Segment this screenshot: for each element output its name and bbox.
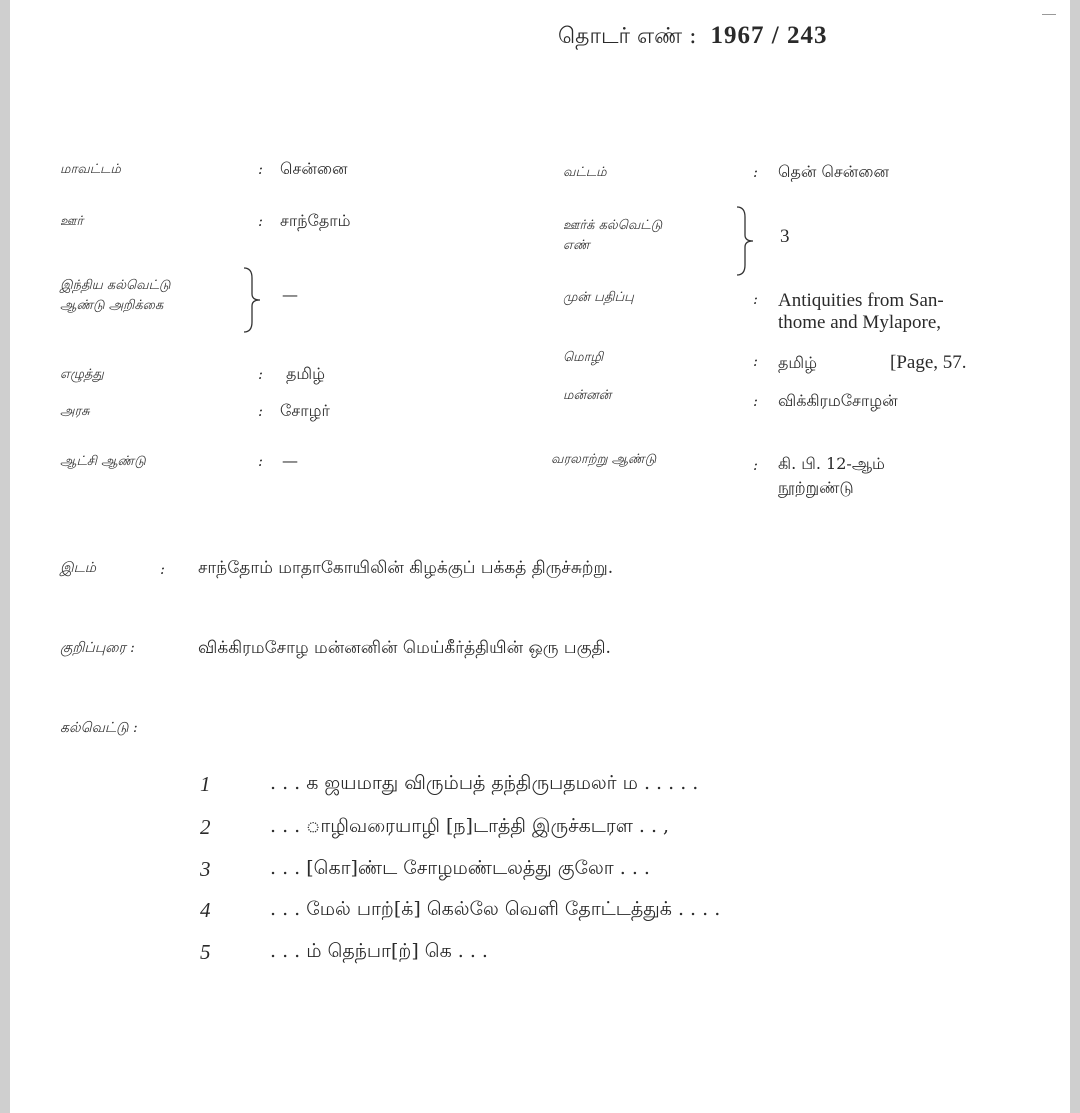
ind-report-value: — bbox=[282, 285, 298, 304]
language-value: தமிழ் bbox=[778, 353, 818, 372]
prev-pub-label: முன் பதிப்பு bbox=[563, 290, 634, 305]
serial-label: தொடர் எண் : bbox=[558, 24, 697, 49]
regnal-year-label: ஆட்சி ஆண்டு bbox=[60, 454, 146, 469]
script-label: எழுத்து bbox=[60, 367, 104, 382]
document-page bbox=[10, 0, 1070, 1113]
line-text: . . . ம் தெந்பா[ற்] கெ . . . bbox=[270, 940, 488, 962]
district-label: மாவட்டம் bbox=[60, 162, 121, 177]
notes-value: விக்கிரமசோழ மன்னனின் மெய்கீர்த்தியின் ஒரு பகுதி. bbox=[198, 638, 611, 658]
regnal-year-colon: : bbox=[258, 452, 264, 470]
page-reference: [Page, 57. bbox=[890, 352, 967, 373]
script-value: தமிழ் bbox=[286, 364, 326, 383]
village-value: சாந்தோம் bbox=[280, 211, 351, 230]
taluk-label: வட்டம் bbox=[563, 165, 607, 180]
notes-label: குறிப்புரை : bbox=[60, 640, 135, 656]
inscription-label: கல்வெட்டு : bbox=[60, 720, 138, 736]
village-inscr-value: 3 bbox=[780, 226, 790, 247]
serial-value: 1967 / 243 bbox=[710, 22, 828, 49]
regnal-year-value: — bbox=[282, 451, 298, 470]
line-number: 4 bbox=[200, 898, 211, 922]
left-brace-icon bbox=[242, 266, 262, 334]
line-number: 1 bbox=[200, 772, 211, 796]
ind-report-label-line2: ஆண்டு அறிக்கை bbox=[60, 298, 164, 313]
historical-year-label: வரலாற்று ஆண்டு bbox=[551, 452, 657, 467]
script-colon: : bbox=[258, 365, 264, 383]
line-number: 3 bbox=[200, 857, 211, 881]
district-value: சென்னை bbox=[280, 159, 348, 178]
language-colon: : bbox=[753, 352, 759, 370]
line-text: . . . மேல் பாற்[க்] கெல்லே வெளி தோட்டத்துக் . . . . bbox=[270, 898, 721, 920]
place-colon: : bbox=[160, 560, 166, 578]
historical-year-value-line1: கி. பி. 12-ஆம் bbox=[778, 454, 885, 473]
inscription-line bbox=[200, 815, 960, 845]
taluk-colon: : bbox=[753, 163, 759, 181]
village-colon: : bbox=[258, 212, 264, 230]
inscription-line bbox=[200, 857, 960, 887]
prev-pub-value-line1: Antiquities from San- bbox=[778, 290, 944, 311]
historical-year-colon: : bbox=[753, 456, 759, 474]
inscription-line bbox=[200, 940, 960, 970]
language-label: மொழி bbox=[563, 350, 604, 365]
dynasty-value: சோழர் bbox=[280, 401, 330, 420]
place-value: சாந்தோம் மாதாகோயிலின் கிழக்குப் பக்கத் திருச்சுற்று. bbox=[198, 558, 614, 578]
king-label: மன்னன் bbox=[563, 388, 612, 403]
king-colon: : bbox=[753, 392, 759, 410]
village-inscr-label-line1: ஊர்க் கல்வெட்டு bbox=[563, 218, 663, 233]
line-text: . . . [கொ]ண்ட சோழமண்டலத்து குலோ . . . bbox=[270, 857, 650, 879]
prev-pub-value-line2: thome and Mylapore, bbox=[778, 312, 942, 333]
village-label: ஊர் bbox=[60, 214, 84, 229]
village-inscr-label-line2: எண் bbox=[563, 238, 590, 253]
line-number: 2 bbox=[200, 815, 211, 839]
inscription-line bbox=[200, 772, 960, 802]
right-brace-icon bbox=[735, 205, 755, 277]
dynasty-colon: : bbox=[258, 402, 264, 420]
historical-year-value-line2: நூற்றுண்டு bbox=[778, 478, 854, 497]
inscription-line bbox=[200, 898, 960, 928]
ind-report-label-line1: இந்திய கல்வெட்டு bbox=[60, 278, 171, 293]
serial-number-heading bbox=[558, 22, 827, 52]
place-label: இடம் bbox=[60, 560, 97, 576]
line-number: 5 bbox=[200, 940, 211, 964]
line-text: . . . க ஜயமாது விரும்பத் தந்திருபதமலர் ம . . . . . bbox=[270, 772, 699, 794]
district-colon: : bbox=[258, 160, 264, 178]
line-text: . . . ாழிவரையாழி [ந]டாத்தி இருச்கடரள . . , bbox=[270, 815, 670, 837]
dynasty-label: அரசு bbox=[60, 404, 90, 419]
king-value: விக்கிரமசோழன் bbox=[778, 391, 898, 410]
prev-pub-colon: : bbox=[753, 290, 759, 308]
scan-mark bbox=[1042, 14, 1056, 15]
taluk-value: தென் சென்னை bbox=[778, 162, 889, 181]
